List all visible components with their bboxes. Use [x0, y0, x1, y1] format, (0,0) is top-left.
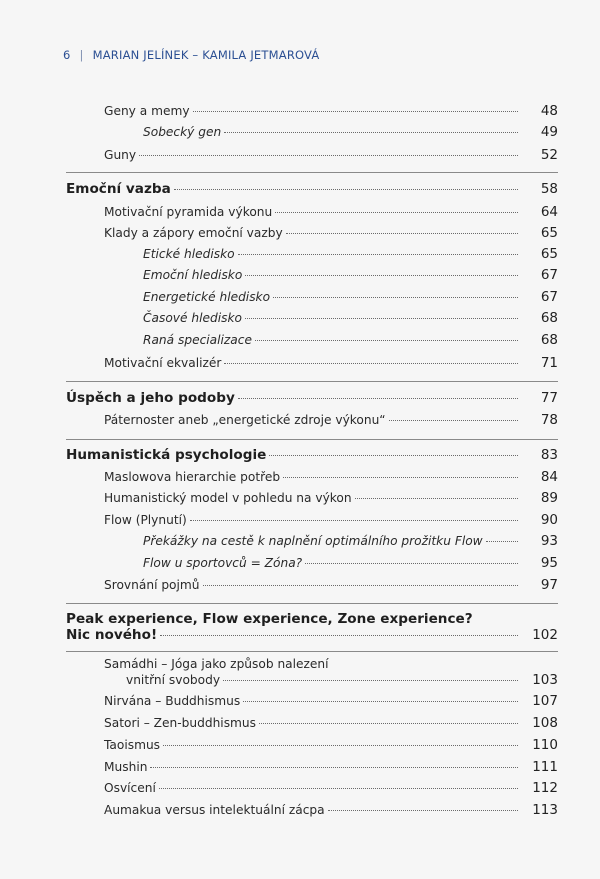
dot-leader — [245, 318, 518, 319]
toc-entry-page: 48 — [540, 103, 558, 119]
toc-entry-label: Časové hledisko — [143, 311, 242, 325]
toc-entry-label: Osvícení — [104, 781, 156, 795]
toc-entry-label: Flow (Plynutí) — [104, 513, 187, 527]
toc-entry-label: Etické hledisko — [143, 247, 235, 261]
toc-entry — [143, 267, 558, 283]
toc-entry — [104, 802, 558, 818]
dot-leader — [238, 398, 518, 399]
toc-entry — [104, 512, 558, 528]
toc-entry-page: 67 — [540, 267, 558, 283]
toc-entry — [143, 124, 558, 140]
toc-entry-page: 112 — [532, 780, 558, 796]
dot-leader — [150, 767, 518, 768]
dot-leader — [193, 111, 518, 112]
toc-entry-label: Guny — [104, 148, 137, 162]
toc-entry — [104, 225, 558, 241]
toc-entry — [104, 693, 558, 709]
toc-entry-label: vnitřní svobody — [126, 673, 221, 687]
toc-entry — [104, 759, 558, 775]
toc-entry — [104, 147, 558, 163]
toc-chapter-title-line1: Peak experience, Flow experience, Zone experience? — [66, 611, 473, 627]
toc-entry — [104, 204, 558, 220]
toc-entry-page: 67 — [540, 289, 558, 305]
dot-leader — [159, 788, 518, 789]
toc-chapter-page: 77 — [540, 390, 558, 406]
header-authors: MARIAN JELÍNEK – KAMILA JETMAROVÁ — [92, 48, 320, 62]
toc-entry-label: Energetické hledisko — [143, 290, 271, 304]
toc-entry-label: Mushin — [104, 760, 148, 774]
toc-entry-page: 52 — [540, 147, 558, 163]
toc-entry — [104, 577, 558, 593]
toc-chapter-title: Humanistická psychologie — [66, 447, 267, 463]
dot-leader — [328, 810, 518, 811]
section-divider — [66, 172, 558, 173]
toc-entry-page: 107 — [532, 693, 558, 709]
dot-leader — [286, 233, 518, 234]
dot-leader — [275, 212, 518, 213]
header-separator: | — [79, 48, 84, 62]
toc-chapter-title: Emoční vazba — [66, 181, 171, 197]
toc-entry — [104, 780, 558, 796]
dot-leader — [305, 563, 518, 564]
toc-entry-page: 97 — [540, 577, 558, 593]
section-divider — [66, 651, 558, 652]
dot-leader — [139, 155, 518, 156]
dot-leader — [283, 477, 518, 478]
dot-leader — [245, 275, 518, 276]
toc-entry-page: 84 — [540, 469, 558, 485]
toc-entry-page: 65 — [540, 225, 558, 241]
dot-leader — [160, 635, 518, 636]
toc-entry — [143, 332, 558, 348]
toc-entry-label: Nirvána – Buddhismus — [104, 694, 241, 708]
dot-leader — [190, 520, 518, 521]
toc-entry — [104, 103, 558, 119]
toc-entry-label: Satori – Zen-buddhismus — [104, 716, 256, 730]
toc-entry-label: Emoční hledisko — [143, 268, 243, 282]
toc-entry-page: 103 — [532, 672, 558, 688]
toc-chapter-page: 58 — [540, 181, 558, 197]
toc-entry-page: 93 — [540, 533, 558, 549]
toc-entry-label: Překážky na cestě k naplnění optimálního prožitku Flow — [143, 534, 483, 548]
toc-entry-page: 89 — [540, 490, 558, 506]
dot-leader — [224, 363, 518, 364]
toc-entry-page: 110 — [532, 737, 558, 753]
toc-entry-page: 68 — [540, 310, 558, 326]
header-page-number: 6 — [63, 48, 71, 62]
toc-entry — [104, 737, 558, 753]
dot-leader — [389, 420, 518, 421]
toc-entry — [104, 355, 558, 371]
dot-leader — [163, 745, 518, 746]
toc-entry-page: 65 — [540, 246, 558, 262]
toc-entry-label: Flow u sportovců = Zóna? — [143, 556, 303, 570]
toc-chapter-page: 83 — [540, 447, 558, 463]
toc-entry — [143, 289, 558, 305]
toc-entry — [143, 246, 558, 262]
toc-entry-label: Taoismus — [104, 738, 161, 752]
toc-entry-page: 78 — [540, 412, 558, 428]
toc-entry-label: Sobecký gen — [143, 125, 222, 139]
toc-entry-page: 95 — [540, 555, 558, 571]
toc-entry-label: Aumakua versus intelektuální zácpa — [104, 803, 325, 817]
toc-entry-page: 111 — [532, 759, 558, 775]
toc-entry-label: Humanistický model v pohledu na výkon — [104, 491, 352, 505]
toc-entry-page: 71 — [540, 355, 558, 371]
toc-entry-page: 64 — [540, 204, 558, 220]
toc-chapter — [66, 390, 558, 406]
toc-entry — [104, 412, 558, 428]
toc-chapter — [66, 447, 558, 463]
dot-leader — [255, 340, 518, 341]
toc-entry-label: Motivační pyramida výkonu — [104, 205, 273, 219]
toc-entry-page: 108 — [532, 715, 558, 731]
toc-chapter — [66, 611, 558, 643]
toc-entry-label: Geny a memy — [104, 104, 190, 118]
dot-leader — [355, 498, 518, 499]
dot-leader — [224, 132, 518, 133]
toc-entry — [104, 469, 558, 485]
toc-entry — [104, 490, 558, 506]
dot-leader — [243, 701, 518, 702]
toc-chapter-page: 102 — [532, 627, 558, 643]
section-divider — [66, 381, 558, 382]
dot-leader — [486, 541, 518, 542]
toc-entry — [104, 656, 558, 688]
toc-entry-label: Klady a zápory emoční vazby — [104, 226, 283, 240]
toc-chapter — [66, 181, 558, 197]
toc-entry — [143, 555, 558, 571]
toc-entry-page: 49 — [540, 124, 558, 140]
toc-entry-page: 68 — [540, 332, 558, 348]
dot-leader — [174, 189, 518, 190]
toc-entry-label: Srovnání pojmů — [104, 578, 200, 592]
toc-chapter-title: Úspěch a jeho podoby — [66, 390, 235, 406]
toc-chapter-title: Nic nového! — [66, 627, 158, 643]
dot-leader — [273, 297, 518, 298]
toc-entry-label-line1: Samádhi – Jóga jako způsob nalezení — [104, 657, 329, 671]
section-divider — [66, 439, 558, 440]
toc-entry-label: Maslowova hierarchie potřeb — [104, 470, 281, 484]
dot-leader — [223, 680, 518, 681]
toc-entry-page: 90 — [540, 512, 558, 528]
dot-leader — [259, 723, 518, 724]
dot-leader — [238, 254, 518, 255]
toc-entry-label: Páternoster aneb „energetické zdroje výkonu“ — [104, 413, 386, 427]
toc-entry-page: 113 — [532, 802, 558, 818]
toc-entry — [104, 715, 558, 731]
section-divider — [66, 603, 558, 604]
toc-entry-label: Motivační ekvalizér — [104, 356, 222, 370]
toc-entry-label: Raná specializace — [143, 333, 252, 347]
toc-entry — [143, 310, 558, 326]
dot-leader — [269, 455, 518, 456]
dot-leader — [203, 585, 518, 586]
toc-entry — [143, 533, 558, 549]
